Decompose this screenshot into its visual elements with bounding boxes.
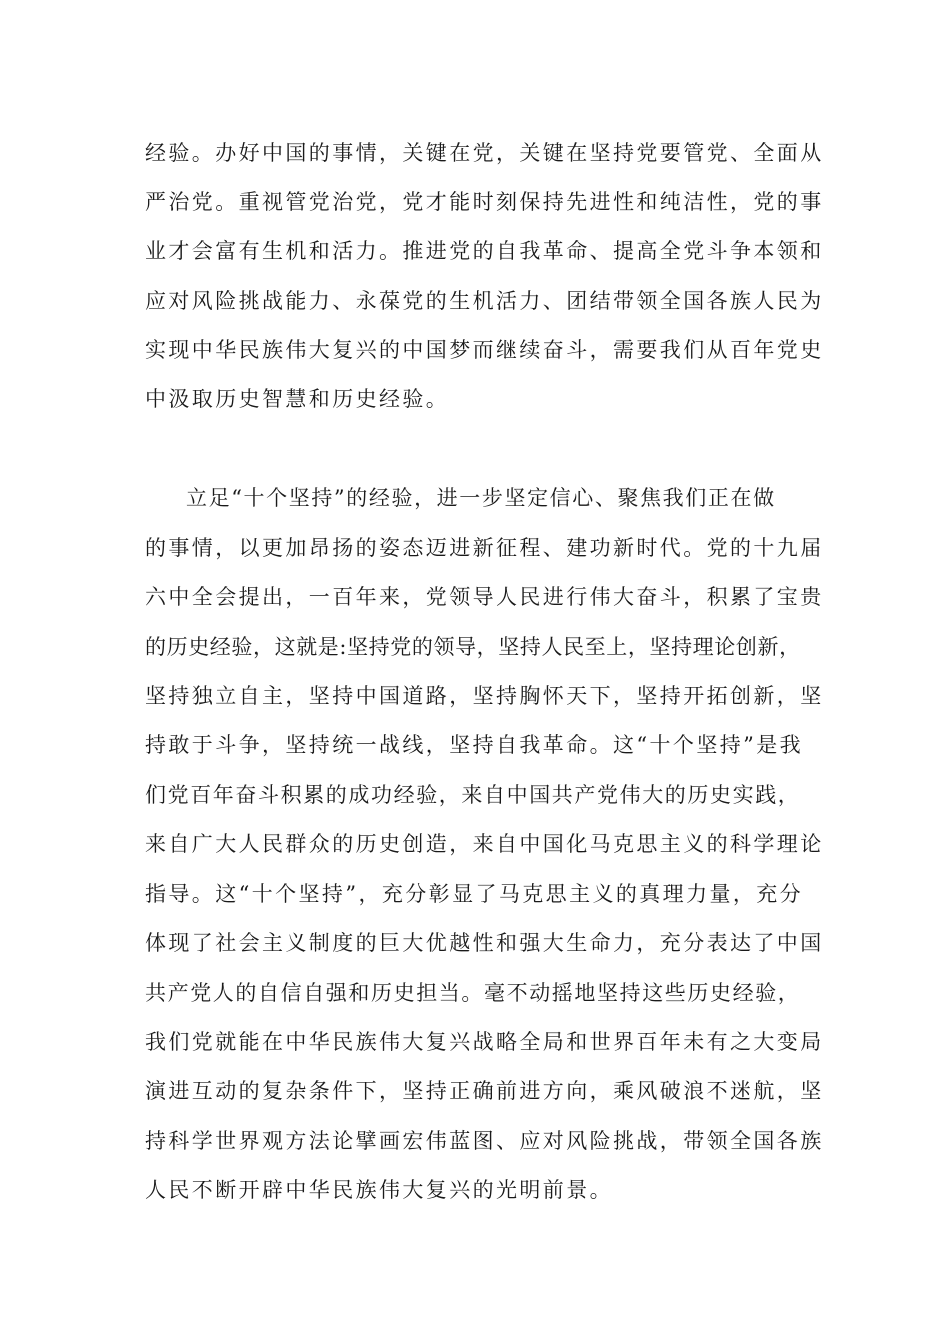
text-line: 指导。这“十个坚持”，充分彰显了马克思主义的真理力量，充分: [145, 882, 804, 906]
text-line: 坚持独立自主，坚持中国道路，坚持胸怀天下，坚持开拓创新，坚: [145, 684, 824, 708]
text-line: 人民不断开辟中华民族伟大复兴的光明前景。: [145, 1178, 613, 1202]
text-line: 演进互动的复杂条件下，坚持正确前进方向，乘风破浪不迷航，坚: [145, 1079, 824, 1103]
text-line: 体现了社会主义制度的巨大优越性和强大生命力，充分表达了中国: [145, 931, 824, 955]
text-line: 持科学世界观方法论擘画宏伟蓝图、应对风险挑战，带领全国各族: [145, 1129, 824, 1153]
text-line: 立足“十个坚持”的经验，进一步坚定信心、聚焦我们正在做: [186, 486, 776, 510]
text-line: 共产党人的自信自强和历史担当。毫不动摇地坚持这些历史经验，: [145, 981, 801, 1005]
text-line: 严治党。重视管党治党，党才能时刻保持先进性和纯洁性，党的事: [145, 190, 824, 214]
text-line: 业才会富有生机和活力。推进党的自我革命、提高全党斗争本领和: [145, 239, 824, 263]
text-line: 的历史经验，这就是:坚持党的领导，坚持人民至上，坚持理论创新，: [145, 635, 801, 659]
text-line: 经验。办好中国的事情，关键在党，关键在坚持党要管党、全面从: [145, 141, 824, 165]
text-line: 持敢于斗争，坚持统一战线，坚持自我革命。这“十个坚持”是我: [145, 733, 804, 757]
text-line: 应对风险挑战能力、永葆党的生机活力、团结带领全国各族人民为: [145, 289, 824, 313]
text-line: 六中全会提出，一百年来，党领导人民进行伟大奋斗，积累了宝贵: [145, 585, 824, 609]
text-line: 实现中华民族伟大复兴的中国梦而继续奋斗，需要我们从百年党史: [145, 338, 824, 362]
text-line: 们党百年奋斗积累的成功经验，来自中国共产党伟大的历史实践，: [145, 783, 801, 807]
text-line: 的事情，以更加昂扬的姿态迈进新征程、建功新时代。党的十九届: [145, 536, 824, 560]
text-line: 我们党就能在中华民族伟大复兴战略全局和世界百年未有之大变局: [145, 1030, 824, 1054]
text-line: 来自广大人民群众的历史创造，来自中国化马克思主义的科学理论: [145, 832, 824, 856]
text-line: 中汲取历史智慧和历史经验。: [145, 387, 450, 411]
